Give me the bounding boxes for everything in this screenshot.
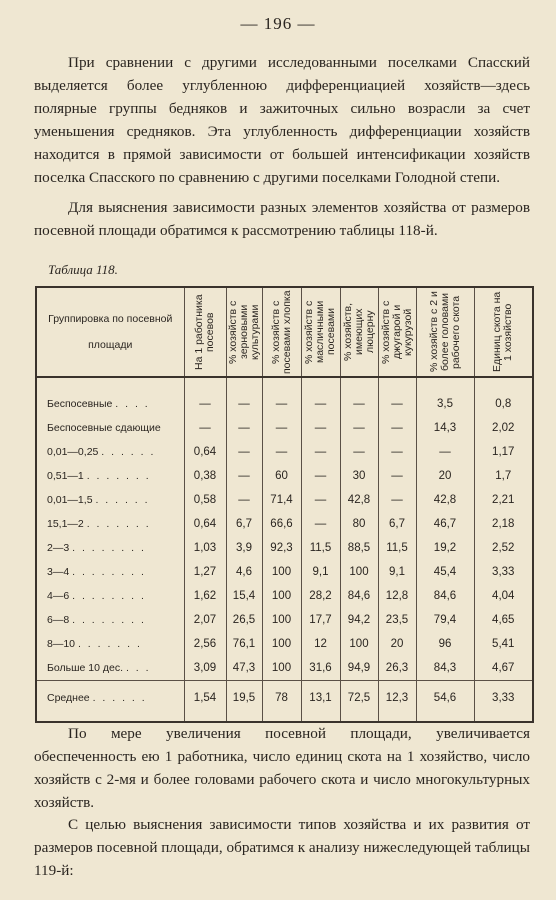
- table-row: [36, 512, 533, 536]
- paragraph-1: При сравнении с другими исследованными поселками Спасский выделяется более углубленною дифференциацией хозяйств—здесь полярные группы бедняков и зажиточных сильно возрасли за счет уменьшения средняков. Эта углубленность дифференциации хозяйств находится в прямой зависимости от большей интенсификации хозяйств поселка Спасского по сравнению с другими поселками Голодной степи.: [34, 54, 530, 186]
- table-cell: 46,7: [416, 512, 474, 536]
- header-col-6: % хозяйств с джугарой и кукурузой: [378, 287, 416, 377]
- table-cell: 3,33: [474, 560, 533, 584]
- row-label-leader: . . . . . . . .: [72, 590, 146, 602]
- table-cell: —: [378, 416, 416, 440]
- row-label-leader: . . . . . . . .: [72, 614, 146, 626]
- row-label-text: 3—4: [47, 566, 70, 578]
- table-cell: 17,7: [301, 608, 340, 632]
- row-label-leader: . . . . . . . .: [72, 542, 146, 554]
- row-label: [36, 440, 184, 464]
- table-cell: 20: [378, 632, 416, 656]
- table-cell: 96: [416, 632, 474, 656]
- row-label-leader: . . . . . .: [101, 446, 156, 458]
- table-cell: 84,6: [416, 584, 474, 608]
- table-cell: 42,8: [340, 488, 378, 512]
- table-cell: 12,3: [378, 681, 416, 723]
- table-cell: 45,4: [416, 560, 474, 584]
- header-col-2: % хозяйств с зерновыми культурами: [226, 287, 262, 377]
- table-cell: 23,5: [378, 608, 416, 632]
- row-label-text: Беспосевные сдающие: [47, 422, 161, 434]
- header-col-3: % хозяйств с посевами хлопка: [262, 287, 301, 377]
- table-cell: 79,4: [416, 608, 474, 632]
- table-cell: 42,8: [416, 488, 474, 512]
- table-cell: 100: [262, 584, 301, 608]
- row-label: [36, 536, 184, 560]
- row-label-text: 8—10: [47, 638, 76, 650]
- table-cell: 4,6: [226, 560, 262, 584]
- table-cell: 100: [262, 632, 301, 656]
- table-cell: —: [416, 440, 474, 464]
- row-label-text: 4—6: [47, 590, 70, 602]
- table-cell: 92,3: [262, 536, 301, 560]
- table-cell: 0,58: [184, 488, 226, 512]
- table-cell: 11,5: [301, 536, 340, 560]
- table-cell: 9,1: [301, 560, 340, 584]
- row-label: [36, 512, 184, 536]
- table-cell: 2,07: [184, 608, 226, 632]
- table-cell: —: [262, 440, 301, 464]
- table-row: [36, 632, 533, 656]
- table-cell: —: [184, 377, 226, 416]
- table-row: [36, 536, 533, 560]
- table-cell: 1,17: [474, 440, 533, 464]
- header-col-8: Единиц скота на 1 хозяйство: [474, 287, 533, 377]
- table-cell: —: [301, 440, 340, 464]
- table-cell: 26,3: [378, 656, 416, 681]
- table-row: [36, 681, 533, 723]
- table-cell: 0,64: [184, 440, 226, 464]
- table-cell: 100: [262, 656, 301, 681]
- table-cell: —: [262, 377, 301, 416]
- row-label-text: 2—3: [47, 542, 70, 554]
- table-cell: 72,5: [340, 681, 378, 723]
- row-label-leader: . . . . . .: [95, 494, 150, 506]
- table-cell: —: [378, 440, 416, 464]
- table-cell: 12,8: [378, 584, 416, 608]
- table-cell: 9,1: [378, 560, 416, 584]
- table-cell: 26,5: [226, 608, 262, 632]
- table-cell: 4,67: [474, 656, 533, 681]
- table-cell: 0,38: [184, 464, 226, 488]
- header-col-7: % хозяйств с 2 и более головами рабочего скота: [416, 287, 474, 377]
- table-cell: 80: [340, 512, 378, 536]
- table-cell: —: [301, 512, 340, 536]
- header-col-1: На 1 работника посевов: [184, 287, 226, 377]
- row-label-leader: . . . . . .: [92, 692, 147, 704]
- table-cell: 5,41: [474, 632, 533, 656]
- row-label-text: Среднее: [47, 692, 90, 704]
- table-cell: 100: [262, 608, 301, 632]
- table-cell: 76,1: [226, 632, 262, 656]
- table-cell: 1,54: [184, 681, 226, 723]
- table-cell: 60: [262, 464, 301, 488]
- table-cell: —: [340, 440, 378, 464]
- table-cell: —: [226, 488, 262, 512]
- table-cell: 19,5: [226, 681, 262, 723]
- row-label: [36, 464, 184, 488]
- table-cell: 84,6: [340, 584, 378, 608]
- table-cell: 2,52: [474, 536, 533, 560]
- row-label-text: Беспосевные: [47, 398, 113, 410]
- table-row: [36, 440, 533, 464]
- row-label-leader: . . . . . . .: [86, 470, 151, 482]
- table-cell: —: [226, 440, 262, 464]
- table-cell: 100: [340, 632, 378, 656]
- table-row: [36, 584, 533, 608]
- table-row: [36, 608, 533, 632]
- table-cell: 3,33: [474, 681, 533, 723]
- table-cell: —: [226, 464, 262, 488]
- table-cell: 1,7: [474, 464, 533, 488]
- table-cell: —: [301, 464, 340, 488]
- table-cell: 88,5: [340, 536, 378, 560]
- table-cell: 100: [262, 560, 301, 584]
- table-row: [36, 377, 533, 416]
- table-cell: 78: [262, 681, 301, 723]
- row-label-leader: . . . . . . . .: [72, 566, 146, 578]
- table-cell: 71,4: [262, 488, 301, 512]
- table-cell: 13,1: [301, 681, 340, 723]
- row-label-leader: . . . .: [115, 398, 150, 410]
- table-cell: 66,6: [262, 512, 301, 536]
- row-label: [36, 560, 184, 584]
- row-label-leader: . . .: [125, 662, 151, 674]
- table-cell: —: [184, 416, 226, 440]
- table-cell: 100: [340, 560, 378, 584]
- table-cell: 3,5: [416, 377, 474, 416]
- table-cell: 84,3: [416, 656, 474, 681]
- paragraph-2: Для выяснения зависимости разных элементов хозяйства от размеров посевной площади обратимся к рассмотрению таблицы 118-й.: [34, 199, 530, 239]
- table-cell: 4,04: [474, 584, 533, 608]
- row-label-text: 15,1—2: [47, 518, 84, 530]
- row-label-leader: . . . . . . .: [86, 518, 151, 530]
- page-number: — 196 —: [240, 14, 316, 33]
- table-cell: 1,27: [184, 560, 226, 584]
- table-cell: —: [378, 464, 416, 488]
- table-cell: 15,4: [226, 584, 262, 608]
- table-cell: 94,2: [340, 608, 378, 632]
- table-cell: 6,7: [378, 512, 416, 536]
- table-cell: —: [340, 416, 378, 440]
- table-cell: —: [378, 377, 416, 416]
- table-header-row: [36, 287, 533, 377]
- row-label-text: 6—8: [47, 614, 70, 626]
- table-cell: —: [301, 488, 340, 512]
- table-cell: 0,8: [474, 377, 533, 416]
- table-cell: 0,64: [184, 512, 226, 536]
- table-cell: 4,65: [474, 608, 533, 632]
- row-label: [36, 377, 184, 416]
- header-col-4: % хозяйств с масличными посевами: [301, 287, 340, 377]
- table-cell: 6,7: [226, 512, 262, 536]
- row-label: [36, 608, 184, 632]
- table-cell: —: [301, 416, 340, 440]
- table-row: [36, 488, 533, 512]
- table-cell: 1,03: [184, 536, 226, 560]
- table-row: [36, 464, 533, 488]
- table-cell: 30: [340, 464, 378, 488]
- table-cell: 3,9: [226, 536, 262, 560]
- table-cell: 2,56: [184, 632, 226, 656]
- table-cell: —: [340, 377, 378, 416]
- table-cell: 31,6: [301, 656, 340, 681]
- table-cell: —: [226, 377, 262, 416]
- table-cell: —: [226, 416, 262, 440]
- table-cell: 3,09: [184, 656, 226, 681]
- table-cell: —: [262, 416, 301, 440]
- table-row: [36, 416, 533, 440]
- header-col-5: % хозяйств, имеющих люцерну: [340, 287, 378, 377]
- row-label-text: Больше 10 дес.: [47, 662, 124, 674]
- paragraph-3: По мере увеличения посевной площади, увеличивается обеспеченность ею 1 работника, число единиц скота на 1 хозяйство, число хозяйств с 2-мя и более головами рабочего скота и число многокультурных хозяйств.: [34, 725, 530, 811]
- table-cell: 54,6: [416, 681, 474, 723]
- row-label: [36, 488, 184, 512]
- table-cell: 12: [301, 632, 340, 656]
- table-cell: 2,21: [474, 488, 533, 512]
- row-label-text: 0,51—1: [47, 470, 84, 482]
- table-cell: 47,3: [226, 656, 262, 681]
- table-cell: 11,5: [378, 536, 416, 560]
- row-label: [36, 681, 184, 723]
- table-caption: Таблица 118.: [48, 262, 118, 277]
- table-cell: 14,3: [416, 416, 474, 440]
- table-cell: 2,02: [474, 416, 533, 440]
- table-cell: —: [301, 377, 340, 416]
- table-row: [36, 656, 533, 681]
- table-cell: 1,62: [184, 584, 226, 608]
- table-cell: 20: [416, 464, 474, 488]
- row-label: [36, 656, 184, 681]
- row-label-leader: . . . . . . .: [77, 638, 142, 650]
- row-label: [36, 632, 184, 656]
- row-label: [36, 584, 184, 608]
- header-group: Группировка по посевной площади: [36, 287, 184, 377]
- table-cell: —: [378, 488, 416, 512]
- data-table: [35, 286, 534, 723]
- row-label-text: 0,01—0,25: [47, 446, 99, 458]
- paragraph-4: С целью выяснения зависимости типов хозяйства и их развития от размеров посевной площади, обратимся к анализу нижеследующей таблицы 119-й:: [34, 816, 530, 879]
- row-label-text: 0,01—1,5: [47, 494, 93, 506]
- table-cell: 28,2: [301, 584, 340, 608]
- table-cell: 94,9: [340, 656, 378, 681]
- table-cell: 2,18: [474, 512, 533, 536]
- table-cell: 19,2: [416, 536, 474, 560]
- table-row: [36, 560, 533, 584]
- row-label: [36, 416, 184, 440]
- table-body: [36, 377, 533, 722]
